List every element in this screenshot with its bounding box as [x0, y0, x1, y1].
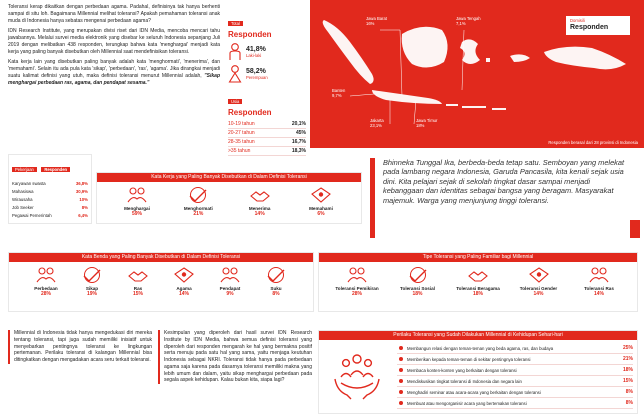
tipe-word: Toleransi Sosial: [400, 286, 435, 291]
usia-table: [228, 120, 306, 156]
kata-benda-item: [69, 266, 115, 297]
pekerjaan-row: [12, 212, 88, 220]
perilaku-row: [397, 354, 633, 365]
tipe-word: Toleransi Pemikiran: [335, 286, 379, 291]
diamond-icon: [310, 186, 332, 204]
kata-benda-percentage: 8%: [272, 291, 280, 297]
pekerjaan-name: Wirausaha: [12, 197, 33, 202]
region-label: Jawa Barat 16%: [366, 16, 387, 27]
kata-benda-percentage: 9%: [226, 291, 234, 297]
usia-row: [228, 120, 306, 129]
quote-accent-bar: [630, 220, 640, 238]
tipe-item: [394, 266, 442, 297]
kata-benda-title: Kata Benda yang Paling Banyak Disebutkan di Dalam Definisi Toleransi: [9, 253, 313, 262]
tipe-word: Toleransi Gender: [519, 286, 558, 291]
perilaku-percentage: 15%: [622, 378, 633, 384]
kata-benda-percentage: 19%: [86, 291, 97, 297]
check-icon: [265, 266, 287, 284]
perilaku-text: Membangun relasi dengan teman-teman yang beda agama, ras, dan budaya: [407, 345, 554, 351]
usia-row: [228, 147, 306, 156]
intro-text: [8, 4, 220, 90]
tipe-word: Toleransi Ras: [584, 286, 614, 291]
bottom-text-2: Kesimpulan yang diperoleh dari hasil survei IDN Research Institute by IDN Media, bahwa semua definisi toleransi yang diperoleh dari responden mengarah ke hal yang bermakna positif serta menuju pada satu hal yang sama, yaitu menjaga keutuhan Indonesia sebagai NKRI. Toleransi tidak hanya pada perbedaan agama saja karena pada dasarnya toleransi memiliki makna yang lebih umum dan dalam, yaitu sikap menghargai perbedaan pada segala aspek kehidupan. Kalau bukan kita, siapa lagi?: [158, 330, 312, 384]
total-title: Responden: [228, 30, 272, 39]
usia-percentage: 18,3%: [291, 148, 306, 154]
kata-benda-word: Perbedaan: [34, 286, 58, 291]
perilaku-text: Mendiskusikan tingkat toleransi di Indonesia dan negara lain: [407, 378, 522, 384]
pekerjaan-name: Job Seeker: [12, 205, 34, 210]
quote-block: [370, 158, 632, 238]
perilaku-text: Membaca konten-konten yang berkaitan dengan toleransi: [407, 367, 517, 373]
pekerjaan-name: Mahasiswa: [12, 189, 34, 194]
kata-kerja-word: Memahami: [309, 206, 333, 211]
tolerance-definition: "Sikap menghargai perbedaan ras, agama, dan pendapat sesama.": [8, 72, 221, 86]
usia-row: [228, 138, 306, 147]
usia-label: Usia: [228, 99, 242, 104]
domisili-title: Responden: [570, 24, 609, 32]
kata-kerja-item: [174, 186, 222, 217]
kata-kerja-item: [113, 186, 161, 217]
kata-benda-item: [23, 266, 69, 297]
perilaku-title: Perilaku Toleransi yang Sudah Dilakukan Millennial di Kehidupan Sehari-hari: [319, 331, 637, 340]
perilaku-percentage: 8%: [625, 400, 633, 406]
kata-benda-word: Agama: [176, 286, 192, 291]
kata-kerja-percentage: 14%: [254, 211, 265, 217]
perilaku-text: Menghadiri seminar atau acara-acara yang berkaitan dengan toleransi: [407, 389, 541, 395]
pekerjaan-name: Pegawai Pemerintah: [12, 213, 52, 218]
kata-benda-percentage: 28%: [40, 291, 51, 297]
kata-kerja-word: Menerima: [248, 206, 271, 211]
total-label: Total: [228, 21, 243, 26]
handshake-icon: [126, 186, 148, 204]
perilaku-percentage: 25%: [622, 345, 633, 351]
pekerjaan-panel: [8, 154, 92, 224]
domisili-label: Domisili: [570, 18, 585, 23]
kata-benda-word: Sikap: [85, 286, 99, 291]
usia-range: 28-35 tahun: [228, 139, 255, 145]
male-label: Laki-laki: [246, 52, 262, 58]
region-label: Jakarta 23,1%: [370, 118, 384, 129]
perilaku-percentage: 18%: [622, 367, 633, 373]
pekerjaan-row: [12, 196, 88, 204]
kata-kerja-percentage: 6%: [317, 211, 325, 217]
pekerjaan-percentage: 8%: [81, 205, 88, 210]
bullet-icon: [399, 401, 403, 405]
pekerjaan-row: [12, 180, 88, 188]
tipe-item: [575, 266, 623, 297]
diamond-icon: [528, 266, 550, 284]
pekerjaan-percentage: 6,4%: [78, 213, 88, 218]
domisili-badge: [566, 16, 630, 35]
region-label: Banten 9,7%: [332, 88, 346, 99]
usia-title: Responden: [228, 108, 272, 117]
region-label: Jawa Tengah 7,1%: [456, 16, 481, 27]
check-icon: [407, 266, 429, 284]
quote-text: Bhinneka Tunggal Ika, berbeda-beda tetap satu. Semboyan yang melekat pada lambang negara Indonesia, Garuda Pancasila, kita kenali sejak usia dini. Kita pelajari sejak di sekolah tingkat dasar sampai menjadi kebanggaan dan identitas sebagai bangsa yang beragam. Masyarakat majemuk. Warga yang menjunjung tinggi toleransi.: [383, 158, 625, 205]
perilaku-row: [397, 387, 633, 398]
male-icon: [228, 43, 242, 61]
male-percentage: 41,8%: [246, 45, 266, 53]
perilaku-percentage: 8%: [625, 389, 633, 395]
kata-benda-percentage: 14%: [178, 291, 189, 297]
people-icon: [219, 266, 241, 284]
perilaku-row: [397, 343, 633, 354]
intro-paragraph-1: Toleransi kerap dikaitkan dengan perbedaan agama. Padahal, definisinya tak hanya berhenti sampai di situ loh. Bagaimana Millennial melihat toleransi? Apakah pemahaman toleransi anak muda di Indonesia hanya sebatas mengenai perbedaan agama?: [8, 4, 220, 24]
tipe-percentage: 18%: [472, 291, 483, 297]
perilaku-text: Memberikan kepada teman-teman di sekitar pentingnya toleransi: [407, 356, 531, 362]
kata-kerja-percentage: 21%: [193, 211, 204, 217]
hands-icon: [467, 266, 489, 284]
pekerjaan-table: [12, 180, 88, 220]
female-icon: [228, 65, 242, 83]
usia-percentage: 16,7%: [291, 139, 306, 145]
hands-icon: [127, 266, 149, 284]
usia-range: 10-19 tahun: [228, 121, 255, 127]
perilaku-list: [397, 343, 633, 409]
community-hands-icon: [331, 349, 383, 401]
intro-paragraph-2: IDN Research Institute, yang merupakan divisi riset dari IDN Media, mencoba mencari tahu jawabannya. Melalui survei media elektronik yang disebar ke seluruh Indonesia sepanjang Juli 2019 dengan melibatkan 438 responden, terungkap bahwa kata 'menghargai' menjadi kata kerja yang paling banyak disebutkan oleh Millennial saat mendefinisikan toleransi.: [8, 28, 220, 55]
bullet-icon: [399, 368, 403, 372]
pekerjaan-label: Pekerjaan: [12, 167, 37, 172]
kata-kerja-item: [236, 186, 284, 217]
kata-kerja-word: Menghargai: [124, 206, 150, 211]
usia-row: [228, 129, 306, 138]
pekerjaan-percentage: 10%: [79, 197, 88, 202]
pekerjaan-row: [12, 188, 88, 196]
tipe-percentage: 14%: [533, 291, 544, 297]
tipe-item: [515, 266, 563, 297]
domisili-map-panel: [310, 0, 644, 148]
perilaku-text: Membuat atau mengorganisir acara yang bertemakan toleransi: [407, 400, 527, 406]
kata-benda-word: Ras: [133, 286, 143, 291]
kata-benda-list: [9, 262, 313, 297]
region-label: Jawa Timur 18%: [416, 118, 438, 129]
bullet-icon: [399, 390, 403, 394]
kata-benda-panel: [8, 252, 314, 312]
perilaku-row: [397, 365, 633, 376]
people-icon: [588, 266, 610, 284]
tipe-word: Toleransi Beragama: [456, 286, 500, 291]
kata-kerja-panel: [96, 172, 362, 224]
bullet-icon: [399, 379, 403, 383]
people-icon: [35, 266, 57, 284]
tipe-title: Tipe Toleransi yang Paling Familiar bagi Millennial: [319, 253, 637, 262]
kata-benda-word: Pendapat: [219, 286, 241, 291]
kata-kerja-list: [97, 182, 361, 217]
hands-icon: [249, 186, 271, 204]
kata-kerja-percentage: 59%: [131, 211, 142, 217]
usia-responden-panel: [228, 90, 306, 154]
usia-range: >35 tahun: [228, 148, 251, 154]
pekerjaan-percentage: 30,9%: [75, 189, 88, 194]
usia-range: 20-27 tahun: [228, 130, 255, 136]
pekerjaan-title: Responden: [41, 167, 70, 172]
kata-kerja-word: Menghormati: [183, 206, 213, 211]
tipe-item: [454, 266, 502, 297]
kata-kerja-title: Kata Kerja yang Paling Banyak Disebutkan di Dalam Definisi Toleransi: [97, 173, 361, 182]
female-label: Perempuan: [246, 74, 268, 80]
pekerjaan-name: Karyawan swasta: [12, 181, 46, 186]
usia-percentage: 20,1%: [291, 121, 306, 127]
kata-benda-word: Suku: [270, 286, 282, 291]
kata-benda-item: [115, 266, 161, 297]
kata-benda-item: [161, 266, 207, 297]
total-responden-panel: [228, 12, 300, 82]
kata-benda-item: [253, 266, 299, 297]
check-icon: [81, 266, 103, 284]
perilaku-row: [397, 376, 633, 387]
bottom-text-1: Millennial di Indonesia tidak hanya mengedukasi diri mereka tentang toleransi, tapi juga sudah memiliki inisiatif untuk menyebarkan pentingnya toleransi ke lingkungan pertemanan. Perilaku toleransi di kalangan Millennial bisa ditingkatkan dengan mengadakan acara seru terkait toleransi.: [8, 330, 152, 364]
intro-paragraph-3: Kata kerja lain yang disebutkan paling banyak adalah kata 'menghormati', 'menerima', dan 'memahami'. Selain itu ada pula kata 'sikap', 'perbedaan', 'ras', 'agama'. Jika dirangkai menjadi suatu kalimat definisi yang utuh, maka definisi toleransi menurut Millennial adalah, "Sikap menghargai perbedaan ras, agama, dan pendapat sesama.": [8, 59, 221, 86]
bullet-icon: [399, 346, 403, 350]
perilaku-percentage: 21%: [622, 356, 633, 362]
pekerjaan-row: [12, 204, 88, 212]
tipe-percentage: 14%: [593, 291, 604, 297]
usia-percentage: 45%: [295, 130, 306, 136]
tipe-toleransi-panel: [318, 252, 638, 312]
diamond-icon: [173, 266, 195, 284]
tipe-percentage: 18%: [412, 291, 423, 297]
check-icon: [187, 186, 209, 204]
pekerjaan-percentage: 36,8%: [75, 181, 88, 186]
kata-benda-item: [207, 266, 253, 297]
map-caption: Responden berasal dari 28 provinsi di Indonesia: [548, 139, 638, 145]
tipe-percentage: 28%: [351, 291, 362, 297]
perilaku-row: [397, 398, 633, 409]
kata-kerja-item: [297, 186, 345, 217]
bullet-icon: [399, 357, 403, 361]
tipe-item: [333, 266, 381, 297]
people-icon: [346, 266, 368, 284]
kata-benda-percentage: 15%: [132, 291, 143, 297]
tipe-list: [319, 262, 637, 297]
female-percentage: 58,2%: [246, 67, 266, 75]
perilaku-panel: [318, 330, 638, 414]
